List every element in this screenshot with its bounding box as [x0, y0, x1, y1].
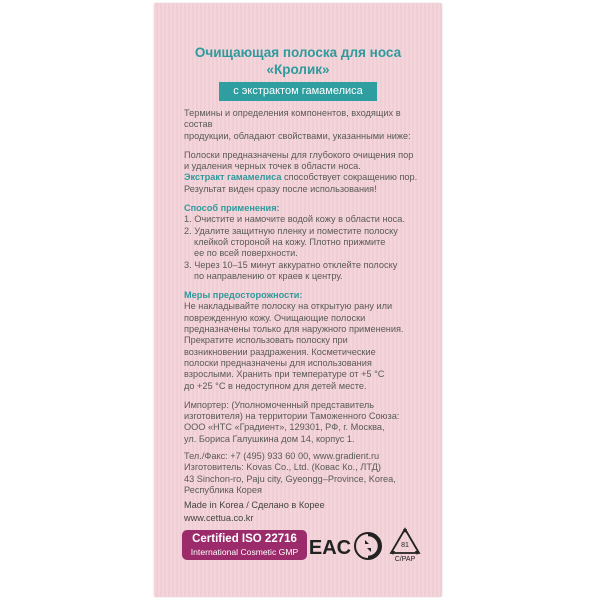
- step-2-line-2: клейкой стороной на кожу. Плотно прижмите: [194, 236, 386, 247]
- extract-rest: способствует сокращению пор.: [281, 172, 418, 183]
- step-1-line-1: 1. Очистите и намочите водой кожу в области носа.: [184, 214, 405, 225]
- maker-line: Изготовитель: Kovas Co., Ltd. (Ковас Ко., ЛТД): [184, 462, 381, 473]
- caution-line: полоски предназначены для использования: [184, 357, 372, 368]
- maker-line: Тел./Факс: +7 (495) 933 60 00, www.gradient.ru: [184, 451, 380, 462]
- importer-line: ООО «НТС «Градиент», 129301, РФ, г. Москва,: [184, 422, 385, 433]
- maker-line: Республика Корея: [184, 484, 262, 495]
- caution-line: до +25 °C в недоступном для детей месте.: [184, 380, 367, 391]
- result-line: Результат виден сразу после использования!: [184, 183, 377, 194]
- badge-title: Certified ISO 22716: [192, 533, 297, 545]
- desc-line-2: и удаления черных точек в области носа.: [184, 161, 361, 172]
- step-3: [184, 260, 422, 283]
- usage-heading: Способ применения:: [184, 203, 280, 214]
- caution-line: взрослыми. Хранить при температуре от +5 °C: [184, 369, 385, 380]
- product-packet: [154, 3, 442, 597]
- extract-sentence: [184, 172, 422, 183]
- extract-name: Экстракт гамамелиса: [184, 172, 282, 183]
- recycle-icon: [388, 527, 422, 563]
- extract-tag: с экстрактом гамамелиса: [219, 82, 377, 101]
- caution-line: Не накладывайте полоску на открытую рану или: [184, 301, 393, 312]
- importer-line: изготовителя) на территории Таможенного Союза:: [184, 411, 400, 422]
- step-2-line-1: 2. Удалите защитную пленку и поместите полоску: [184, 225, 398, 236]
- desc-line-1: Полоски предназначены для глубокого очищения пор: [184, 149, 414, 160]
- caution-line: предназначены только для наружного применения.: [184, 324, 404, 335]
- importer-line: ул. Бориса Галушкина дом 14, корпус 1.: [184, 433, 355, 444]
- caution-line: возникновении раздражения. Косметические: [184, 346, 376, 357]
- product-title: [164, 44, 432, 78]
- description-block: [184, 108, 422, 496]
- importer-line: Импортер: (Уполномоченный представитель: [184, 399, 375, 410]
- caution-line: поврежденную кожу. Очищающие полоски: [184, 312, 366, 323]
- website: www.cettua.co.kr: [184, 513, 254, 523]
- title-line-2: «Кролик»: [266, 62, 330, 77]
- eac-mark-icon: [308, 531, 352, 561]
- step-3-line-2: по направлению от краев к центру.: [194, 270, 343, 281]
- title-line-1: Очищающая полоска для носа: [194, 45, 402, 60]
- recycle-label: C/PAP: [394, 556, 416, 563]
- usage-steps: [184, 214, 422, 282]
- eac-label: EAC: [308, 537, 352, 559]
- iso-badge: [182, 530, 307, 560]
- step-2-line-3: ее по всей поверхности.: [194, 248, 298, 259]
- step-3-line-1: 3. Через 10–15 минут аккуратно отклейте полоску: [184, 259, 398, 270]
- recycle-code: 81: [401, 542, 409, 549]
- made-in: Made in Korea / Сделано в Корее: [184, 500, 325, 510]
- step-1: [184, 214, 422, 225]
- badge-subtitle: International Cosmetic GMP: [190, 547, 299, 557]
- caution-line: Прекратите использовать полоску при: [184, 335, 348, 346]
- maker-line: 43 Sinchon-ro, Paju city, Gyeongg–Province, Korea,: [184, 473, 396, 484]
- green-dot-icon: [353, 531, 383, 561]
- origin-block: [184, 499, 325, 525]
- step-2: [184, 226, 422, 260]
- intro-line-1: Термины и определения компонентов, входящих в состав: [184, 108, 401, 130]
- caution-heading: Меры предосторожности:: [184, 290, 303, 301]
- intro-line-2: продукции, обладают свойствами, указанными ниже:: [184, 130, 411, 141]
